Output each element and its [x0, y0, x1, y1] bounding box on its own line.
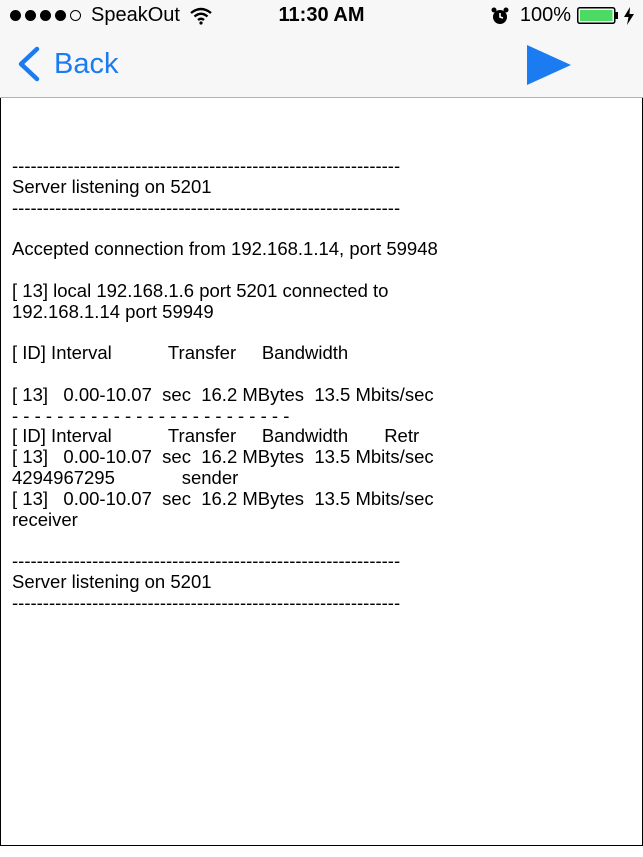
status-right [490, 4, 635, 27]
status-bar [0, 0, 643, 32]
clock: 11:30 AM [278, 4, 365, 26]
back-label: Back [54, 47, 119, 80]
log-text: --------------------------------------------------------------- Server listening on 5201 --------------------------------------------------------------- Accepted connection from 192.168.1.14, port 59948 [ 13] local 192.168.1.6 port 5201 connected to 192.168.1.14 port 59949 [ ID] Interval Transfer Bandwidth [ 13] 0.00-10.07 sec 16.2 MBytes 13.5 Mbits/sec - - - - - - - - - - - - - - - - - - - - - - - - - [ ID] Interval Transfer Bandwidth Retr [ 13] 0.00-10.07 sec 16.2 MBytes 13.5 Mbits/sec 4294967295 sender [ 13] 0.00-10.07 sec 16.2 MBytes 13.5 Mbits/sec receiver --------------------------------------------------------------- Server listening on 5201 --------------------------------------------------------------- [12, 155, 438, 613]
battery-percentage: 100% [519, 4, 571, 26]
play-icon[interactable] [525, 44, 573, 86]
log-output-panel[interactable] [0, 98, 643, 846]
alarm-icon [490, 6, 510, 26]
battery-icon [577, 7, 619, 24]
carrier-name: SpeakOut [91, 4, 180, 26]
navigation-bar [0, 32, 643, 98]
back-button[interactable] [14, 46, 118, 82]
chevron-left-icon [14, 46, 42, 82]
charge-icon [623, 7, 635, 25]
